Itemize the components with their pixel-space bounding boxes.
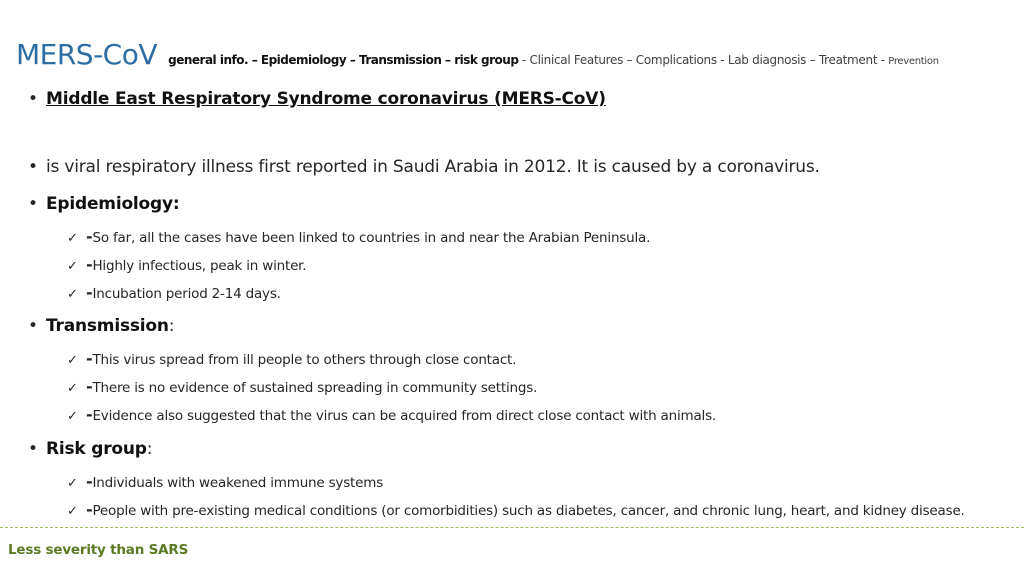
bullet-icon: • [28, 157, 38, 177]
checkmark-icon: ✓ [67, 504, 78, 519]
section-epidemiology [28, 194, 179, 214]
intro-bullet [28, 157, 820, 177]
list-item: ✓ -Highly infectious, peak in winter. [67, 255, 307, 274]
checkmark-icon: ✓ [67, 287, 78, 302]
item-text: Individuals with weakened immune systems [92, 475, 384, 491]
footer-note: Less severity than SARS [8, 542, 189, 558]
bullet-icon: • [28, 89, 38, 109]
list-item: ✓ -So far, all the cases have been linked to countries in and near the Arabian Peninsula. [67, 227, 651, 246]
list-item: ✓ -People with pre-existing medical conditions (or comorbidities) such as diabetes, cancer, and chronic lung, heart, and kidney disease. [67, 500, 965, 519]
section-label: Transmission [46, 316, 169, 336]
item-text: There is no evidence of sustained spreading in community settings. [92, 380, 538, 396]
section-label: Epidemiology: [46, 194, 180, 214]
list-item: ✓ -There is no evidence of sustained spreading in community settings. [67, 377, 538, 396]
section-transmission: • Transmission: [28, 316, 175, 336]
bullet-icon: • [28, 316, 38, 336]
checkmark-icon: ✓ [67, 231, 78, 246]
topic-navigation [168, 53, 939, 67]
nav-covered-topics: general info. – Epidemiology – Transmission – risk group [168, 53, 519, 67]
checkmark-icon: ✓ [67, 353, 78, 368]
item-text: So far, all the cases have been linked to countries in and near the Arabian Peninsula. [92, 230, 651, 246]
footer-divider [0, 527, 1024, 528]
bullet-icon: • [28, 439, 38, 459]
list-item: ✓ -Incubation period 2-14 days. [67, 283, 281, 302]
list-item: ✓ -Individuals with weakened immune systems [67, 472, 384, 491]
intro-text: is viral respiratory illness first reported in Saudi Arabia in 2012. It is caused by a coronavirus. [46, 157, 820, 177]
nav-upcoming-topics: - Clinical Features – Complications - Lab diagnosis – Treatment - [518, 53, 889, 67]
nav-last-topic: Prevention [888, 56, 939, 67]
item-text: People with pre-existing medical conditions (or comorbidities) such as diabetes, cancer, and chronic lung, heart, and kidney disease. [92, 503, 965, 519]
item-text: Highly infectious, peak in winter. [92, 258, 307, 274]
item-text: Incubation period 2-14 days. [92, 286, 281, 302]
slide-header [16, 38, 939, 71]
checkmark-icon: ✓ [67, 409, 78, 424]
checkmark-icon: ✓ [67, 259, 78, 274]
checkmark-icon: ✓ [67, 381, 78, 396]
section-label: Risk group [46, 439, 147, 459]
list-item: ✓ -Evidence also suggested that the virus can be acquired from direct close contact with animals. [67, 405, 717, 424]
section-risk-group: • Risk group: [28, 439, 153, 459]
slide-title: MERS-CoV [16, 38, 158, 71]
item-text: This virus spread from ill people to others through close contact. [92, 352, 517, 368]
checkmark-icon: ✓ [67, 476, 78, 491]
main-heading-bullet [28, 89, 606, 109]
main-heading: Middle East Respiratory Syndrome coronavirus (MERS-CoV) [46, 89, 606, 109]
bullet-icon: • [28, 194, 38, 214]
item-text: Evidence also suggested that the virus can be acquired from direct close contact with animals. [92, 408, 717, 424]
list-item: ✓ -This virus spread from ill people to others through close contact. [67, 349, 517, 368]
